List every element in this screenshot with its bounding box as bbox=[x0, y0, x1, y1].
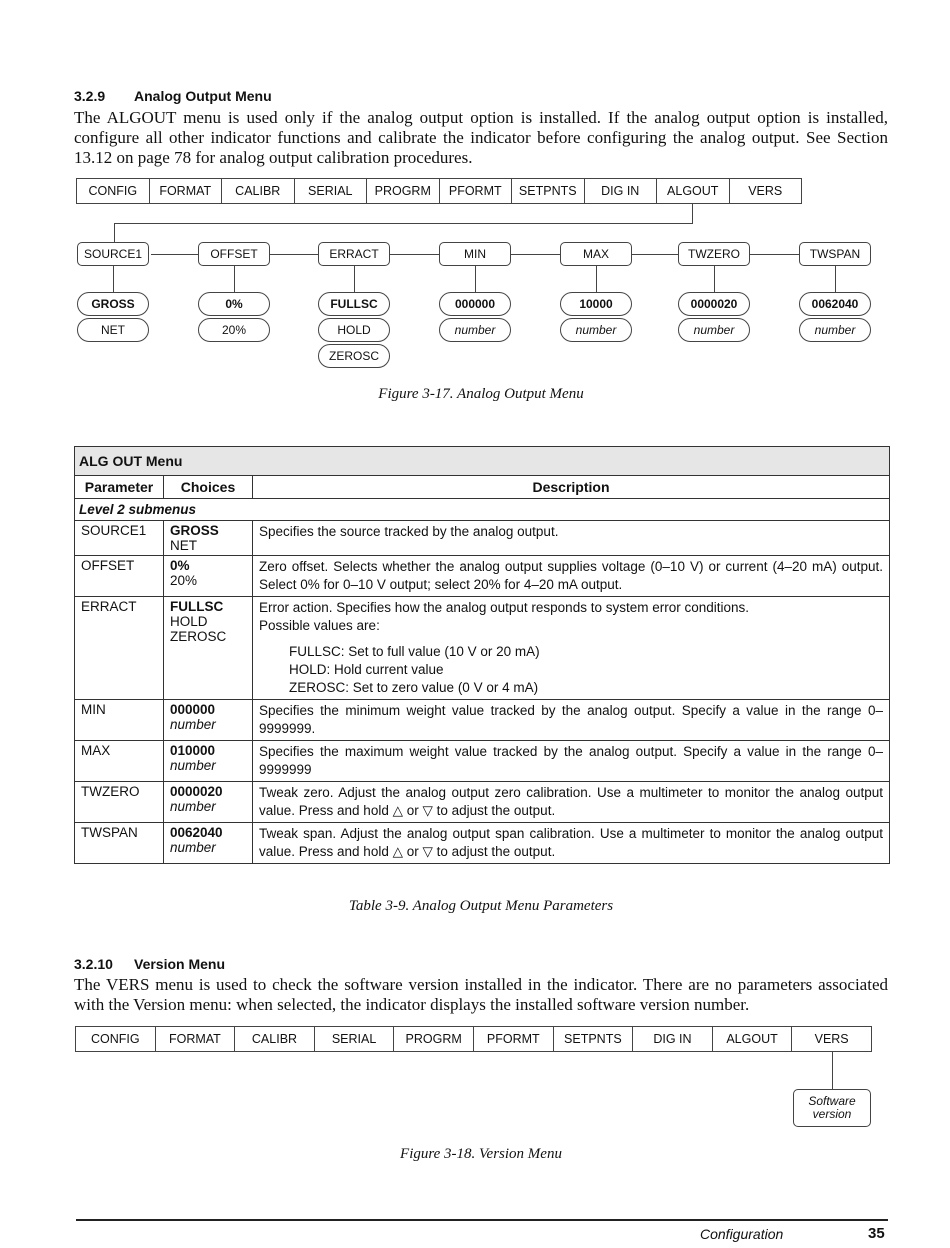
choice-pill: HOLD bbox=[318, 318, 390, 342]
param-box-twzero: TWZERO bbox=[678, 242, 750, 266]
table-title: ALG OUT Menu bbox=[75, 447, 890, 476]
alt-choice: 20% bbox=[170, 573, 198, 588]
choice-pill-default: FULLSC bbox=[318, 292, 390, 316]
connector-line bbox=[354, 266, 355, 292]
choice-pill-default: GROSS bbox=[77, 292, 149, 316]
choice-pill-default: 0062040 bbox=[799, 292, 871, 316]
value-item: HOLD: Hold current value bbox=[289, 662, 444, 677]
section-number: 3.2.10 bbox=[74, 956, 113, 972]
choices-cell bbox=[164, 782, 253, 823]
param-box-max: MAX bbox=[560, 242, 632, 266]
choice-pill-default: 10000 bbox=[560, 292, 632, 316]
choice-pill-default: 0000020 bbox=[678, 292, 750, 316]
connector-line bbox=[714, 266, 715, 292]
connector-line bbox=[114, 223, 115, 242]
default-choice: 0062040 bbox=[170, 825, 223, 840]
level-label: Level 2 submenus bbox=[75, 499, 890, 521]
section-number: 3.2.9 bbox=[74, 88, 106, 104]
footer-label: Configuration bbox=[700, 1226, 784, 1242]
default-choice: 0000020 bbox=[170, 784, 223, 799]
menu-pformt: PFORMT bbox=[440, 179, 513, 203]
connector-line bbox=[692, 204, 693, 224]
param-box-erract: ERRACT bbox=[318, 242, 390, 266]
description-cell: Tweak span. Adjust the analog output span calibration. Use a multimeter to monitor the analog output value. Press and hold △ or ▽ to adjust the output. bbox=[253, 823, 890, 864]
values-list bbox=[259, 643, 883, 697]
choice-pill: number bbox=[560, 318, 632, 342]
param-cell: MIN bbox=[75, 700, 164, 741]
choices-cell bbox=[164, 597, 253, 700]
connector-line bbox=[596, 266, 597, 292]
default-choice: FULLSC bbox=[170, 599, 224, 614]
choices-cell bbox=[164, 741, 253, 782]
table-row bbox=[75, 521, 890, 556]
connector-line bbox=[114, 223, 693, 224]
menu-config: CONFIG bbox=[77, 179, 150, 203]
param-cell: ERRACT bbox=[75, 597, 164, 700]
alt-choice: number bbox=[170, 717, 216, 732]
menu-format: FORMAT bbox=[156, 1027, 236, 1051]
table-row bbox=[75, 556, 890, 597]
choices-cell bbox=[164, 700, 253, 741]
menu-format: FORMAT bbox=[150, 179, 223, 203]
param-cell: SOURCE1 bbox=[75, 521, 164, 556]
choice-pill-default: 0% bbox=[198, 292, 270, 316]
description-cell: Specifies the source tracked by the analog output. bbox=[253, 521, 890, 556]
param-box-offset: OFFSET bbox=[198, 242, 270, 266]
vers-menu-bar bbox=[75, 1026, 872, 1052]
param-cell: MAX bbox=[75, 741, 164, 782]
alt-choice: number bbox=[170, 840, 216, 855]
menu-config: CONFIG bbox=[76, 1027, 156, 1051]
section-body: The VERS menu is used to check the software version installed in the indicator. There are no parameters associated with the Version menu: when selected, the indicator displays the installed software version number. bbox=[74, 975, 888, 1014]
footer-rule bbox=[76, 1219, 888, 1221]
description-text: Error action. Specifies how the analog output responds to system error conditions. bbox=[259, 600, 750, 615]
menu-calibr: CALIBR bbox=[222, 179, 295, 203]
parameters-table bbox=[74, 446, 890, 864]
default-choice: GROSS bbox=[170, 523, 219, 538]
menu-serial: SERIAL bbox=[295, 179, 368, 203]
table-caption: Table 3-9. Analog Output Menu Parameters bbox=[348, 898, 614, 914]
description-text: Possible values are: bbox=[259, 618, 380, 633]
connector-line bbox=[234, 266, 235, 292]
menu-dig-in: DIG IN bbox=[585, 179, 658, 203]
table-row bbox=[75, 823, 890, 864]
menu-serial: SERIAL bbox=[315, 1027, 395, 1051]
param-box-twspan: TWSPAN bbox=[799, 242, 871, 266]
software-version-line2: version bbox=[812, 1107, 852, 1121]
description-cell: Tweak zero. Adjust the analog output zero calibration. Use a multimeter to monitor the analog output value. Press and hold △ or ▽ to adjust the output. bbox=[253, 782, 890, 823]
menu-pformt: PFORMT bbox=[474, 1027, 554, 1051]
software-version-box bbox=[793, 1089, 871, 1127]
algout-menu-bar bbox=[76, 178, 802, 204]
choice-pill: number bbox=[678, 318, 750, 342]
choice-pill: ZEROSC bbox=[318, 344, 390, 368]
section-title: Version Menu bbox=[134, 956, 226, 972]
choices-cell bbox=[164, 556, 253, 597]
menu-vers: VERS bbox=[814, 1032, 849, 1046]
section-body: The ALGOUT menu is used only if the analog output option is installed. If the analog output option is installed, configure all other indicator functions and calibrate the indicator before configuring the analog output. See Section 13.12 on page 78 for analog output calibration procedures. bbox=[74, 108, 888, 167]
alt-choice: ZEROSC bbox=[170, 629, 227, 644]
section-heading-version bbox=[74, 956, 225, 972]
menu-algout: ALGOUT bbox=[713, 1027, 793, 1051]
menu-dig-in: DIG IN bbox=[633, 1027, 713, 1051]
default-choice: 000000 bbox=[170, 702, 216, 717]
table-row bbox=[75, 741, 890, 782]
param-box-min: MIN bbox=[439, 242, 511, 266]
param-box-source1: SOURCE1 bbox=[77, 242, 149, 266]
connector-line bbox=[835, 266, 836, 292]
alt-choice: number bbox=[170, 799, 216, 814]
description-cell: Specifies the maximum weight value tracked by the analog output. Specify a value in the range 0–9999999 bbox=[253, 741, 890, 782]
table-row bbox=[75, 782, 890, 823]
choice-pill: 20% bbox=[198, 318, 270, 342]
description-cell: Specifies the minimum weight value tracked by the analog output. Specify a value in the range 0–9999999. bbox=[253, 700, 890, 741]
page-number: 35 bbox=[868, 1225, 885, 1242]
figure-caption: Figure 3-17. Analog Output Menu bbox=[378, 386, 584, 402]
section-heading-analog-output bbox=[74, 88, 272, 104]
menu-calibr: CALIBR bbox=[235, 1027, 315, 1051]
connector-line bbox=[832, 1052, 833, 1089]
menu-algout: ALGOUT bbox=[657, 179, 730, 203]
menu-progrm: PROGRM bbox=[394, 1027, 474, 1051]
description-cell: Zero offset. Selects whether the analog output supplies voltage (0–10 V) or current (4–20 mA) output. Select 0% for 0–10 V output; select 20% for 4–20 mA output. bbox=[253, 556, 890, 597]
menu-vers: VERS bbox=[748, 184, 783, 198]
table-row bbox=[75, 597, 890, 700]
connector-line bbox=[475, 266, 476, 292]
column-header: Description bbox=[253, 476, 890, 499]
connector-line bbox=[113, 266, 114, 292]
description-cell bbox=[253, 597, 890, 700]
param-cell: TWSPAN bbox=[75, 823, 164, 864]
param-cell: OFFSET bbox=[75, 556, 164, 597]
choices-cell bbox=[164, 823, 253, 864]
section-title: Analog Output Menu bbox=[134, 88, 272, 104]
default-choice: 0% bbox=[170, 558, 190, 573]
value-item: ZEROSC: Set to zero value (0 V or 4 mA) bbox=[289, 680, 539, 695]
alt-choice: HOLD bbox=[170, 614, 208, 629]
figure-caption: Figure 3-18. Version Menu bbox=[400, 1146, 562, 1162]
menu-setpnts: SETPNTS bbox=[512, 179, 585, 203]
menu-setpnts: SETPNTS bbox=[554, 1027, 634, 1051]
choice-pill: number bbox=[799, 318, 871, 342]
menu-progrm: PROGRM bbox=[367, 179, 440, 203]
choice-pill: NET bbox=[77, 318, 149, 342]
alt-choice: number bbox=[170, 758, 216, 773]
column-header: Parameter bbox=[75, 476, 164, 499]
choices-cell bbox=[164, 521, 253, 556]
choice-pill: number bbox=[439, 318, 511, 342]
default-choice: 010000 bbox=[170, 743, 216, 758]
choice-pill-default: 000000 bbox=[439, 292, 511, 316]
value-item: FULLSC: Set to full value (10 V or 20 mA) bbox=[289, 644, 540, 659]
table-row bbox=[75, 700, 890, 741]
software-version-line1: Software bbox=[808, 1094, 856, 1108]
column-header: Choices bbox=[164, 476, 253, 499]
param-cell: TWZERO bbox=[75, 782, 164, 823]
alt-choice: NET bbox=[170, 538, 197, 553]
